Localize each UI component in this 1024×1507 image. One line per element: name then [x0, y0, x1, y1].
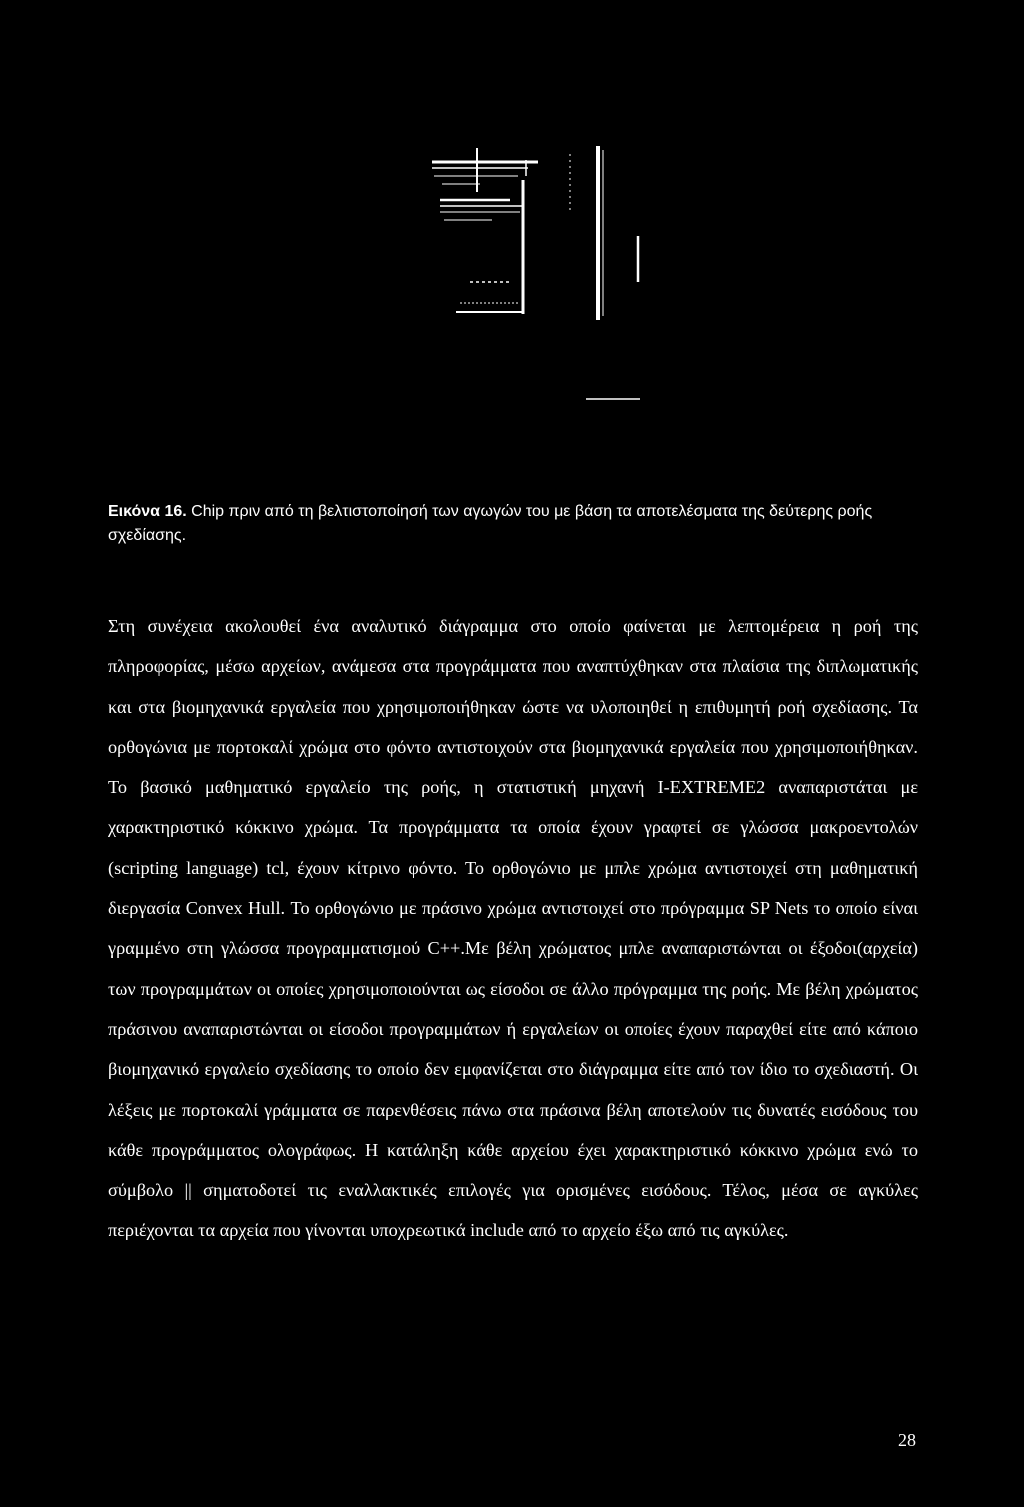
figure-caption-text: Chip πριν από τη βελτιστοποίησή των αγωγών του με βάση τα αποτελέσματα της δεύτερης ροής σχεδίασης.	[108, 503, 873, 544]
chip-layout-figure	[420, 140, 660, 410]
chip-layout-icon	[420, 140, 660, 410]
figure-caption-label: Εικόνα 16.	[108, 503, 187, 520]
figure-caption	[108, 500, 918, 548]
page-number: 28	[898, 1430, 916, 1450]
body-paragraph: Στη συνέχεια ακολουθεί ένα αναλυτικό διάγραμμα στο οποίο φαίνεται με λεπτομέρεια η ροή της πληροφορίας, μέσω αρχείων, ανάμεσα στα προγράμματα που αναπτύχθηκαν στα πλαίσια της διπλωματικής και στα βιομηχανικά εργαλεία που χρησιμοποιήθηκαν ώστε να υλοποιηθεί η επιθυμητή ροή σχεδίασης. Τα ορθογώνια με πορτοκαλί χρώμα στο φόντο αντιστοιχούν στα βιομηχανικά εργαλεία που χρησιμοποιήθηκαν. Το βασικό μαθηματικό εργαλείο της ροής, η στατιστική μηχανή I-EXTREME2 αναπαριστάται με χαρακτηριστικό κόκκινο χρώμα. Τα προγράμματα τα οποία έχουν γραφτεί σε γλώσσα μακροεντολών (scripting language) tcl, έχουν κίτρινο φόντο. Το ορθογώνιο με μπλε χρώμα αντιστοιχεί στη μαθηματική διεργασία Convex Hull. Το ορθογώνιο με πράσινο χρώμα αντιστοιχεί στο πρόγραμμα SP Nets το οποίο είναι γραμμένο στη γλώσσα προγραμματισμού C++.Με βέλη χρώματος μπλε αναπαριστώνται οι έξοδοι(αρχεία) των προγραμμάτων οι οποίες χρησιμοποιούνται ως είσοδοι σε άλλο πρόγραμμα της ροής. Με βέλη χρώματος πράσινου αναπαριστώνται οι είσοδοι προγραμμάτων ή εργαλείων οι οποίες έχουν παραχθεί είτε από κάποιο βιομηχανικό εργαλείο σχεδίασης το οποίο δεν εμφανίζεται στο διάγραμμα είτε από τον ίδιο το σχεδιαστή. Οι λέξεις με πορτοκαλί γράμματα σε παρενθέσεις πάνω στα πράσινα βέλη αποτελούν τις δυνατές εισόδους του κάθε προγράμματος ολογράφως. Η κατάληξη κάθε αρχείου έχει χαρακτηριστικό κόκκινο χρώμα ενώ το σύμβολο || σηματοδοτεί τις εναλλακτικές επιλογές για ορισμένες εισόδους. Τέλος, μέσα σε αγκύλες περιέχονται τα αρχεία που γίνονται υποχρεωτικά include από το αρχείο έξω από τις αγκύλες.	[108, 616, 918, 1241]
